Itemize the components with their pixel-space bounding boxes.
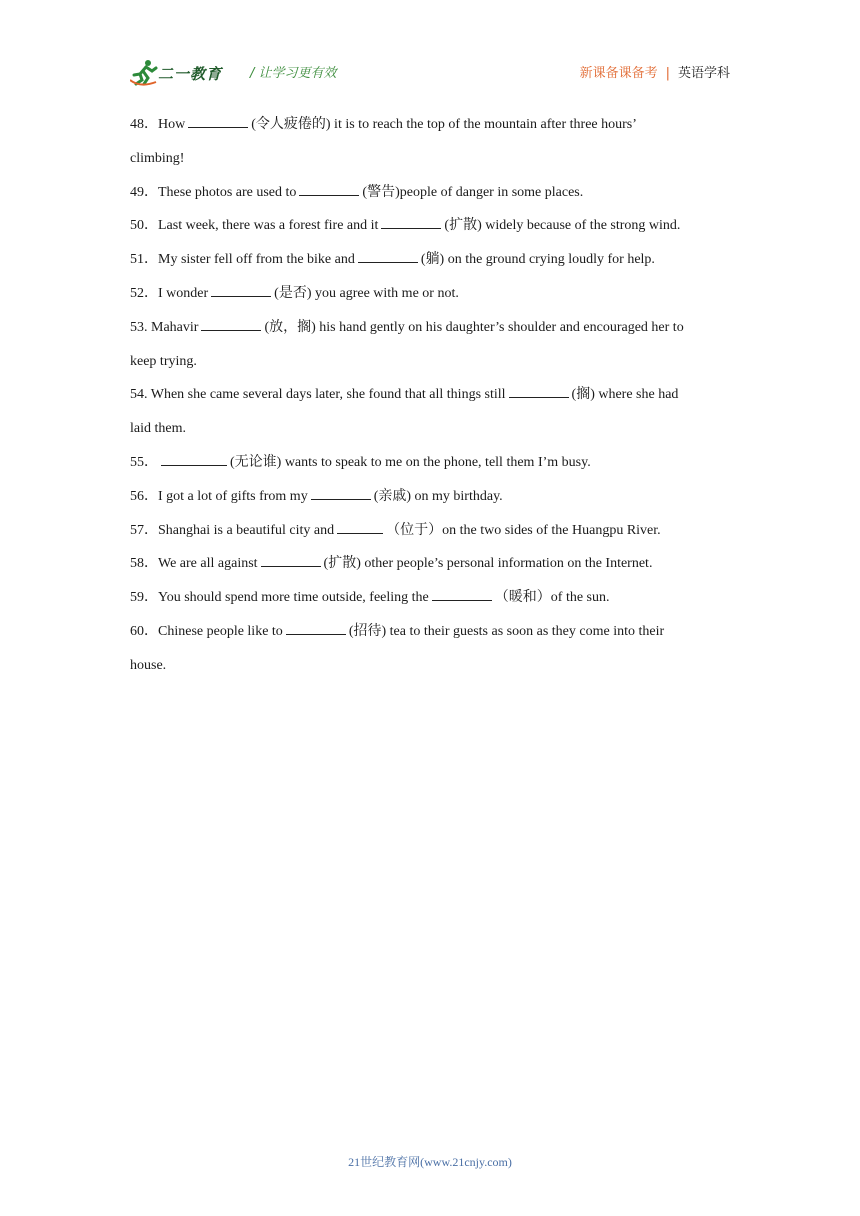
answer-blank[interactable]	[161, 453, 227, 466]
answer-blank[interactable]	[261, 554, 321, 567]
question-prefix: 52．I wonder	[130, 285, 209, 301]
question-prefix: 58．We are all against	[130, 556, 258, 572]
question-prefix: 53. Mahavir	[130, 319, 199, 335]
question-prefix: 55．	[130, 454, 158, 470]
question-hint: (是否) you agree with me or not.	[274, 285, 459, 301]
question-item	[130, 176, 732, 210]
question-prefix: 54. When she came several days later, she found that all things still	[130, 387, 506, 403]
question-hint: (放，搁) his hand gently on his daughter’s shoulder and encouraged her to	[264, 319, 684, 335]
question-list	[130, 108, 732, 683]
page-footer: 21世纪教育网(www.21cnjy.com)	[348, 1155, 512, 1169]
answer-blank[interactable]	[188, 115, 248, 128]
question-prefix: 56．I got a lot of gifts from my	[130, 488, 308, 504]
question-hint: （暖和）of the sun.	[494, 590, 610, 606]
question-item	[130, 581, 732, 615]
question-hint: (警告)people of danger in some places.	[362, 184, 584, 200]
question-item	[130, 446, 732, 480]
question-hint: (招待) tea to their guests as soon as they come into their	[348, 623, 665, 639]
question-continuation: climbing!	[130, 150, 185, 166]
question-hint: (扩散) other people’s personal information on the Internet.	[323, 556, 653, 572]
question-hint: (扩散) widely because of the strong wind.	[444, 218, 681, 234]
question-prefix: 60．Chinese people like to	[130, 623, 283, 639]
answer-blank[interactable]	[509, 385, 569, 398]
question-item	[130, 615, 732, 649]
question-item	[130, 277, 732, 311]
answer-blank[interactable]	[381, 216, 441, 229]
question-hint: (无论谁) wants to speak to me on the phone, tell them I’m busy.	[230, 454, 591, 470]
question-hint: (令人疲倦的) it is to reach the top of the mountain after three hours’	[251, 117, 637, 132]
question-hint: (亲戚) on my birthday.	[373, 488, 503, 504]
answer-blank[interactable]	[358, 250, 418, 263]
question-continuation: house.	[130, 657, 167, 673]
question-continuation: keep trying.	[130, 353, 197, 369]
question-item	[130, 480, 732, 514]
question-prefix: 57．Shanghai is a beautiful city and	[130, 522, 335, 538]
subject-label: 英语学科	[677, 66, 730, 81]
answer-blank[interactable]	[299, 183, 359, 196]
answer-blank[interactable]	[286, 622, 346, 635]
question-item	[130, 108, 732, 142]
answer-blank[interactable]	[337, 521, 383, 534]
answer-blank[interactable]	[211, 284, 271, 297]
question-prefix: 49．These photos are used to	[130, 184, 297, 200]
question-hint: (搁) where she had	[571, 387, 679, 403]
question-item	[130, 209, 732, 243]
page-header	[130, 56, 730, 90]
question-prefix: 51．My sister fell off from the bike and	[130, 252, 355, 268]
question-item	[130, 243, 732, 277]
question-item	[130, 378, 732, 412]
header-right	[580, 62, 730, 81]
question-item	[130, 514, 732, 548]
course-label: 新课备课备考	[579, 66, 658, 81]
answer-blank[interactable]	[432, 588, 492, 601]
slogan: / 让学习更有效	[250, 66, 337, 81]
question-prefix: 50．Last week, there was a forest fire and it	[130, 218, 379, 234]
logo-text: 二一教育	[158, 65, 223, 83]
running-figure-icon	[130, 58, 158, 86]
question-continuation: laid them.	[130, 421, 186, 437]
answer-blank[interactable]	[311, 487, 371, 500]
question-hint: (躺) on the ground crying loudly for help.	[420, 252, 655, 268]
question-hint: （位于）on the two sides of the Huangpu River.	[386, 522, 661, 538]
header-separator: |	[665, 66, 670, 81]
question-item	[130, 311, 732, 345]
question-prefix: 59．You should spend more time outside, feeling the	[130, 590, 429, 606]
question-item	[130, 547, 732, 581]
question-prefix: 48．How	[130, 117, 186, 132]
logo	[130, 56, 240, 90]
answer-blank[interactable]	[201, 318, 261, 331]
